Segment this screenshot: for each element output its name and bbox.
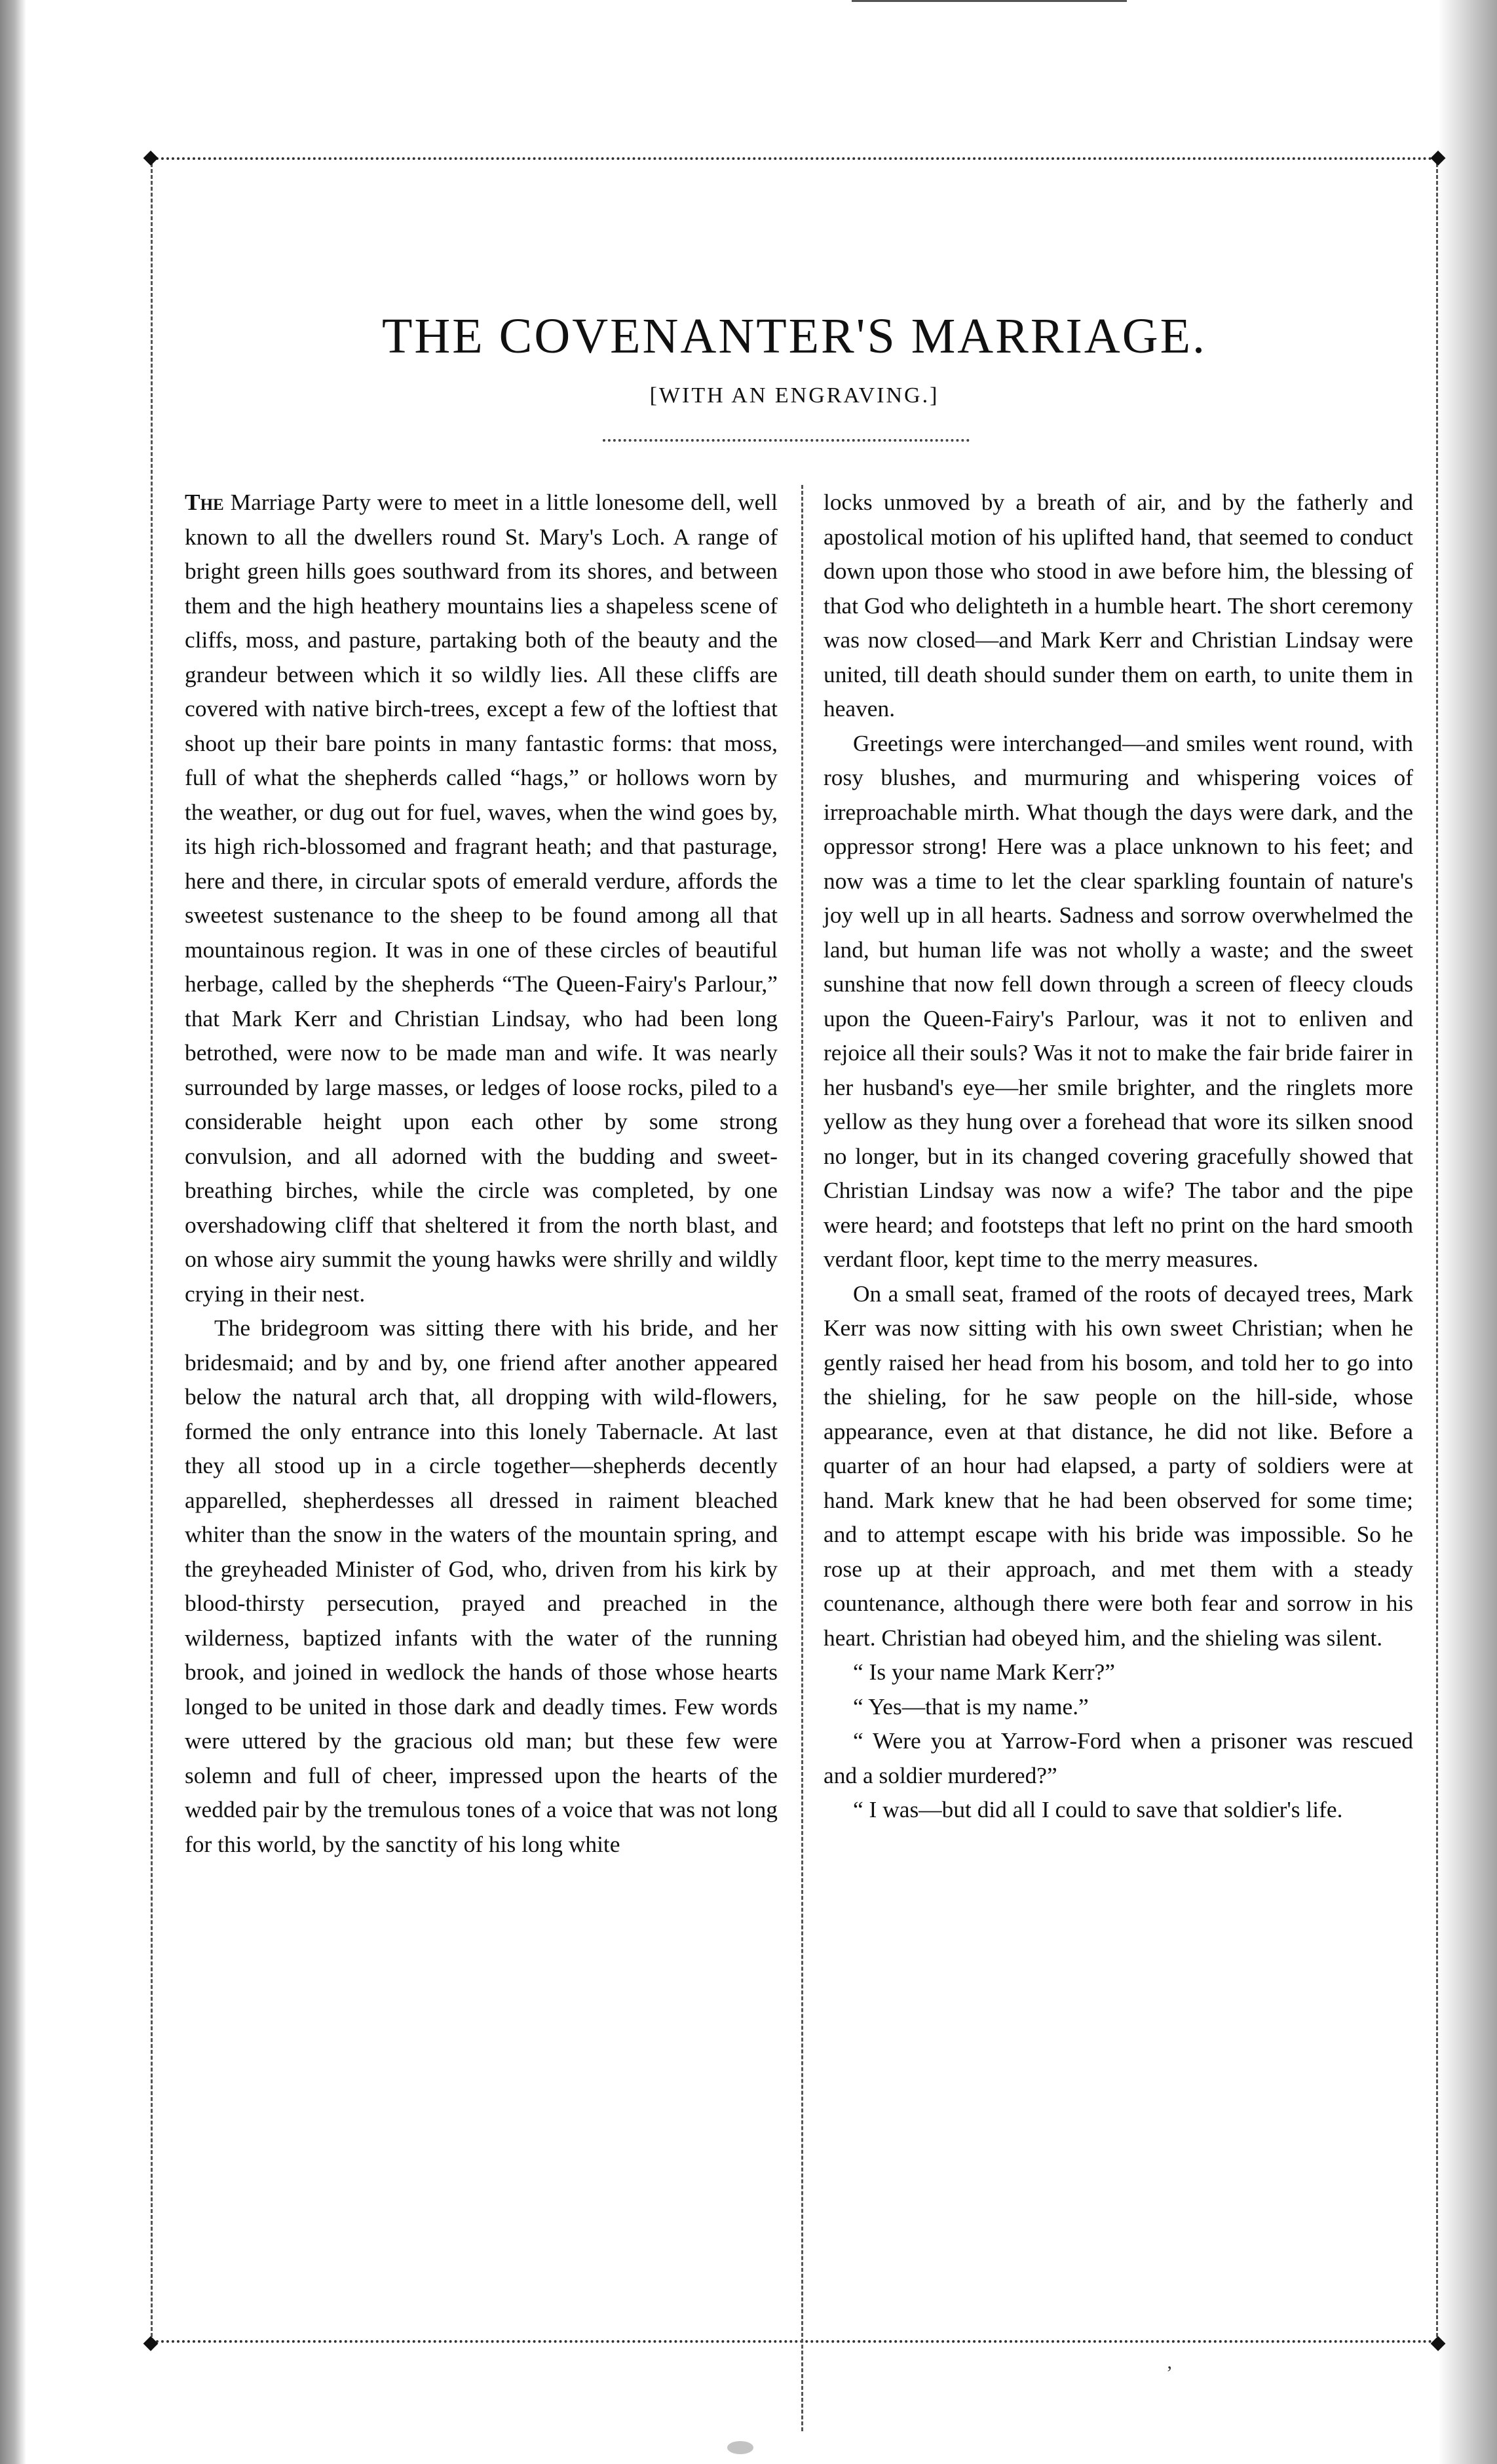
left-column <box>185 485 778 1861</box>
border-bottom <box>151 2340 1438 2343</box>
paragraph-text: Marriage Party were to meet in a little lonesome dell, well known to all the dwellers round St. Mary's Loch. A range of bright green hills goes southward from its shores, and between them and the high heathery mountains lies a shapeless scene of cliffs, moss, and pasture, partaking both of the beauty and the grandeur between which it so wildly lies. All these cliffs are covered with native birch-trees, except a few of the loftiest that shoot up their bare points in many fantastic forms: that moss, full of what the shepherds called “hags,” or hollows worn by the weather, or dug out for fuel, waves, when the wind goes by, its high rich-blossomed and fragrant heath; and that pasturage, here and there, in circular spots of emerald verdure, affords the sweetest sustenance to the sheep to be found among all that mountainous region. It was in one of these circles of beautiful herbage, called by the shepherds “The Queen-Fairy's Parlour,” that Mark Kerr and Christian Lindsay, who had been long betrothed, were now to be made man and wife. It was nearly surrounded by large masses, or ledges of loose rocks, piled to a considerable height upon each other by some strong convulsion, and all adorned with the budding and sweet-breathing birches, while the circle was completed, by one overshadowing cliff that sheltered it from the north blast, and on whose airy summit the young hawks were shrilly and wildly crying in their nest. <box>185 489 778 1307</box>
corner-ornament-icon: ◆ <box>143 2332 159 2353</box>
dialogue-line: “ Yes—that is my name.” <box>853 1693 1089 1720</box>
title-flourish <box>603 439 970 450</box>
border-right <box>1436 157 1438 2343</box>
top-edge-mark <box>852 0 1127 9</box>
paragraph: The bridegroom was sitting there with his bride, and her bridesmaid; and by and by, one friend after another appeared below the natural arch that, all dropping with wild-flowers, formed the only entrance into this lonely Tabernacle. At last they all stood up in a circle together—shepherds decently apparelled, shepherdesses all dressed in raiment bleached whiter than the snow in the waters of the mountain spring, and the greyheaded Minister of God, who, driven from his kirk by blood-thirsty persecution, prayed and preached in the wilderness, baptized infants with the water of the running brook, and joined in wedlock the hands of those whose hearts longed to be united in those dark and deadly times. Few words were uttered by the gracious old man; but these few were solemn and full of cheer, impressed upon the hearts of the wedded pair by the tremulous tones of a voice that was not long for this world, by the sanctity of his long white <box>185 1315 778 1857</box>
border-left <box>151 157 153 2343</box>
paragraph <box>185 485 778 1311</box>
dialogue-line: “ Were you at Yarrow-Ford when a prisoner was rescued and a soldier murdered?” <box>824 1727 1413 1788</box>
page-edge-left <box>0 0 26 2464</box>
corner-ornament-icon: ◆ <box>1430 2332 1446 2353</box>
page-frame <box>143 146 1446 2353</box>
corner-ornament-icon: ◆ <box>1430 146 1446 168</box>
paragraph: Greetings were interchanged—and smiles went round, with rosy blushes, and murmuring and whispering voices of irreproachable mirth. What though the days were dark, and the oppressor strong! Here was a place unknown to his feet; and now was a time to let the clear sparkling fountain of nature's joy well up in all hearts. Sadness and sorrow overwhelmed the land, but human life was not wholly a waste; and the sweet sunshine that now fell down through a screen of fleecy clouds upon the Queen-Fairy's Parlour, was it not to enliven and rejoice all their souls? Was it not to make the fair bride fairer in her husband's eye—her smile brighter, and the ringlets more yellow as they hung over a forehead that wore its silken snood no longer, but in its changed covering gracefully showed that Christian Lindsay was now a wife? The tabor and the pipe were heard; and footsteps that left no print on the hard smooth verdant floor, kept time to the merry measures. <box>824 729 1413 1272</box>
lead-word: The <box>185 489 224 515</box>
border-top <box>151 157 1438 160</box>
dialogue-line: “ Is your name Mark Kerr?” <box>853 1659 1115 1685</box>
article-subtitle: [WITH AN ENGRAVING.] <box>649 383 939 408</box>
right-column <box>824 485 1413 1827</box>
paragraph: On a small seat, framed of the roots of decayed trees, Mark Kerr was now sitting with his own sweet Christian; when he gently raised her head from his bosom, and told her to go into the shieling, for he saw people on the hill-side, whose appearance, even at that distance, he did not like. Before a quarter of an hour had elapsed, a party of soldiers were at hand. Mark knew that he had been observed for some time; and to attempt escape with his bride was impossible. So he rose up at their approach, and met them with a steady countenance, although there were both fear and sorrow in his heart. Christian had obeyed him, and the shieling was silent. <box>824 1280 1413 1651</box>
ink-blot <box>727 2441 753 2454</box>
corner-ornament-icon: ◆ <box>143 146 159 168</box>
page-edge-right <box>1438 0 1497 2464</box>
paragraph: locks unmoved by a breath of air, and by the fatherly and apostolical motion of his uplifted hand, that seemed to conduct down upon those who stood in awe before him, the blessing of that God who delighteth in a humble heart. The short ceremony was now closed—and Mark Kerr and Christian Lindsay were united, till death should sunder them on earth, to unite them in heaven. <box>824 489 1413 722</box>
column-divider <box>801 485 803 2431</box>
article-title: THE COVENANTER'S MARRIAGE. <box>381 309 1207 364</box>
stray-mark: ʼ <box>1166 2362 1173 2384</box>
dialogue-line: “ I was—but did all I could to save that soldier's life. <box>853 1796 1343 1822</box>
